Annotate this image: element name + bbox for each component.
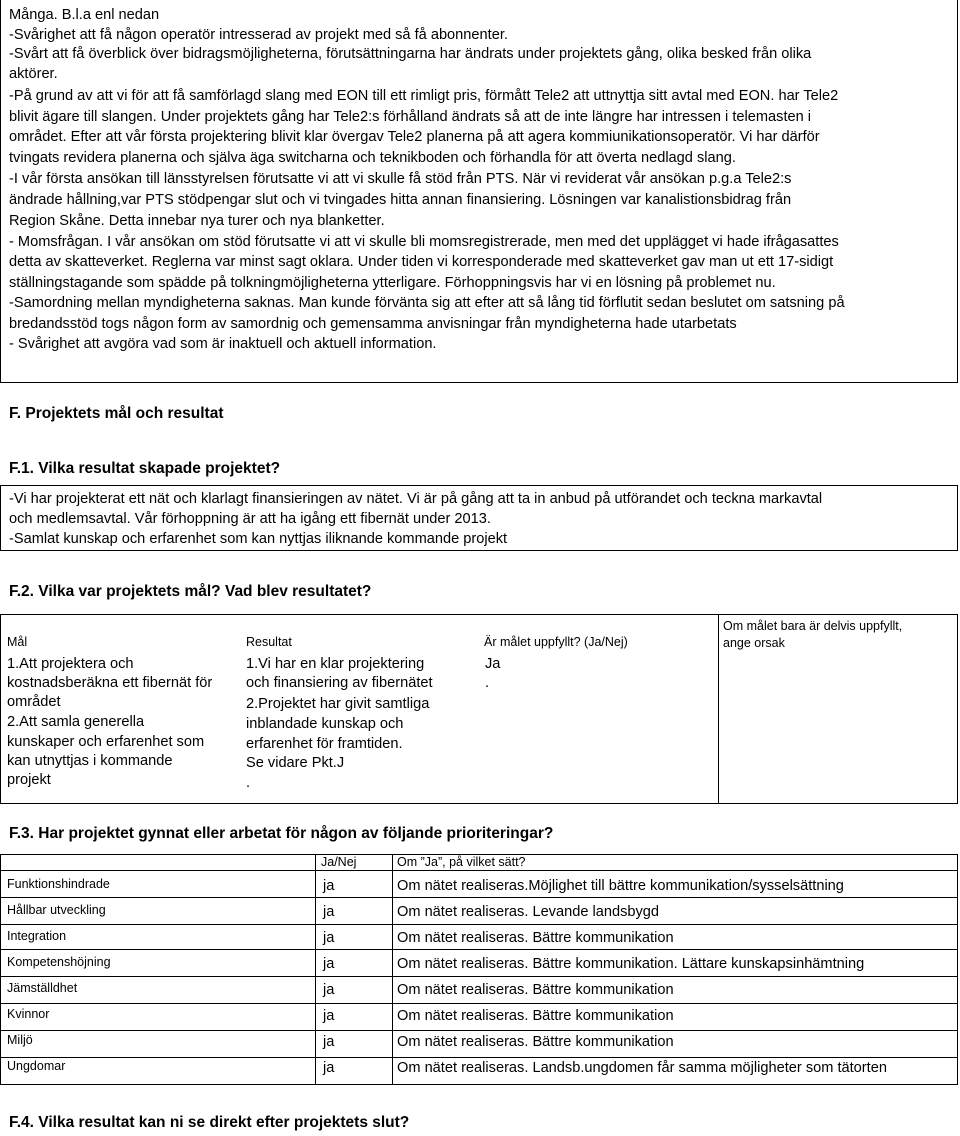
f3-row-answer: ja xyxy=(323,930,335,946)
f2-resultat-line: 2.Projektet har givit samtliga xyxy=(246,696,430,712)
f3-row-how: Om nätet realiseras. Landsb.ungdomen får samma möjligheter som tätorten xyxy=(397,1060,887,1076)
f3-row-answer: ja xyxy=(323,956,335,972)
f3-row-label: Kvinnor xyxy=(7,1007,50,1021)
e-line: bredandsstöd togs någon form av samordnig och gemensamma anvisningar från myndigheterna hade utarbetats xyxy=(9,316,737,332)
f3-row-label: Ungdomar xyxy=(7,1059,66,1073)
f2-mal-line: kostnadsberäkna ett fibernät för xyxy=(7,675,213,691)
f2-mal-line: 2.Att samla generella xyxy=(7,714,145,730)
f3-header-janej: Ja/Nej xyxy=(321,855,357,869)
f3-row-label: Miljö xyxy=(7,1033,33,1047)
f3-row-answer: ja xyxy=(323,904,335,920)
f3-row-label: Integration xyxy=(7,929,67,943)
f2-mal-line: projekt xyxy=(7,772,51,788)
f1-line: -Samlat kunskap och erfarenhet som kan nyttjas iliknande kommande projekt xyxy=(9,531,508,547)
f3-row-how: Om nätet realiseras. Bättre kommunikation xyxy=(397,930,674,946)
e-line: Region Skåne. Detta innebar nya turer och nya blanketter. xyxy=(9,213,385,229)
e-line: detta av skatteverket. Reglerna var minst sagt oklara. Under tiden vi korresponderade med skatteverket gav man ut ett 17-sidigt xyxy=(9,254,834,270)
f3-row-how: Om nätet realiseras. Bättre kommunikation xyxy=(397,1034,674,1050)
e-line: - Momsfrågan. I vår ansökan om stöd förutsatte vi att vi skulle bli momsregistrerade, men med det upplägget vi hade ifrågasattes xyxy=(9,234,839,250)
f3-row-label: Kompetenshöjning xyxy=(7,955,111,969)
f2-resultat-line: erfarenhet för framtiden. xyxy=(246,736,403,752)
f2-resultat-line: inblandade kunskap och xyxy=(246,716,404,732)
f3-row-label: Funktionshindrade xyxy=(7,877,110,891)
f2-title: F.2. Vilka var projektets mål? Vad blev resultatet? xyxy=(9,583,372,600)
f2-uppfyllt-value: . xyxy=(485,675,490,691)
e-line: -I vår första ansökan till länsstyrelsen förutsatte vi att vi skulle få stöd från PTS. När vi reviderat vår ansökan p.g.a Tele2:s xyxy=(9,171,792,187)
f3-row-how: Om nätet realiseras. Bättre kommunikation. Lättare kunskapsinhämtning xyxy=(397,956,865,972)
f2-header-orsak: Om målet bara är delvis uppfyllt, xyxy=(723,619,903,633)
f3-row-label: Jämställdhet xyxy=(7,981,78,995)
f2-mal-line: kunskaper och erfarenhet som xyxy=(7,734,205,750)
f3-title: F.3. Har projektet gynnat eller arbetat för någon av följande prioriteringar? xyxy=(9,825,554,842)
f2-resultat-line: 1.Vi har en klar projektering xyxy=(246,656,425,672)
e-line: Många. B.l.a enl nedan xyxy=(9,7,160,23)
e-line: -Svårt att få överblick över bidragsmöjligheterna, förutsättningarna har ändrats under projektets gång, olika besked från olika xyxy=(9,46,812,62)
f1-line: och medlemsavtal. Vår förhoppning är att ha igång ett fibernät under 2013. xyxy=(9,511,491,527)
f2-header-orsak: ange orsak xyxy=(723,636,785,650)
e-line: -Svårighet att få någon operatör intresserad av projekt med så få abonnenter. xyxy=(9,27,508,43)
section-f-title: F. Projektets mål och resultat xyxy=(9,405,224,422)
f2-resultat-line: och finansiering av fibernätet xyxy=(246,675,433,691)
e-line: - Svårighet att avgöra vad som är inaktuell och aktuell information. xyxy=(9,336,437,352)
f1-title: F.1. Vilka resultat skapade projektet? xyxy=(9,460,281,477)
f2-header-resultat: Resultat xyxy=(246,635,292,649)
f3-row-answer: ja xyxy=(323,1008,335,1024)
f3-row-how: Om nätet realiseras. Bättre kommunikation xyxy=(397,1008,674,1024)
e-line: -Samordning mellan myndigheterna saknas. Man kunde förvänta sig att efter att så lång tid förflutit sedan beslutet om satsning på xyxy=(9,295,845,311)
f3-row-answer: ja xyxy=(323,1060,335,1076)
e-line: aktörer. xyxy=(9,66,58,82)
e-line: blivit ägare till slangen. Under projektets gång har Tele2:s förhålland ändrats så att de inte längre har intressen i telemasten i xyxy=(9,109,812,125)
f2-header-mal: Mål xyxy=(7,635,28,649)
f2-mal-line: kan utnyttjas i kommande xyxy=(7,753,173,769)
f3-row-how: Om nätet realiseras.Möjlighet till bättre kommunikation/sysselsättning xyxy=(397,878,844,894)
e-line: -På grund av att vi för att få samförlagd slang med EON till ett rimligt pris, förmått Tele2 att uttnyttja sitt avtal med EON. har Tele2 xyxy=(9,88,839,104)
e-line: området. Efter att vår första projektering blivit klar övergav Tele2 planerna på att agera kommiunikationsoperatör. Vi har därför xyxy=(9,129,820,145)
e-line: ställningstagande som spädde på tolkningmöjligheterna ytterligare. Förhoppningsvis har vi en lösning på problemet nu. xyxy=(9,275,776,291)
e-line: tvingats revidera planerna och själva äga switcharna och teknikboden och förhandla för att överta nedlagd slang. xyxy=(9,150,736,166)
f2-header-uppfyllt: Är målet uppfyllt? (Ja/Nej) xyxy=(484,635,628,649)
f3-row-label: Hållbar utveckling xyxy=(7,903,106,917)
f3-row-answer: ja xyxy=(323,982,335,998)
f2-resultat-line: Se vidare Pkt.J xyxy=(246,755,345,771)
f2-uppfyllt-value: Ja xyxy=(485,656,501,672)
f2-mal-line: 1.Att projektera och xyxy=(7,656,134,672)
f1-line: -Vi har projekterat ett nät och klarlagt finansieringen av nätet. Vi är på gång att ta in anbud på utförandet och teckna markavtal xyxy=(9,491,823,507)
f3-row-answer: ja xyxy=(323,878,335,894)
f3-header-om-ja: Om ”Ja”, på vilket sätt? xyxy=(397,855,526,869)
f3-row-how: Om nätet realiseras. Bättre kommunikation xyxy=(397,982,674,998)
f2-resultat-line: . xyxy=(246,775,251,791)
f4-title: F.4. Vilka resultat kan ni se direkt efter projektets slut? xyxy=(9,1114,410,1131)
f2-mal-line: området xyxy=(7,694,61,710)
f3-row-answer: ja xyxy=(323,1034,335,1050)
f3-row-how: Om nätet realiseras. Levande landsbygd xyxy=(397,904,660,920)
f2-table xyxy=(0,614,958,804)
e-line: ändrade hållning,var PTS stödpengar slut och vi tvingades hitta annan finansiering. Lösningen var kanalistionsbidrag från xyxy=(9,192,792,208)
